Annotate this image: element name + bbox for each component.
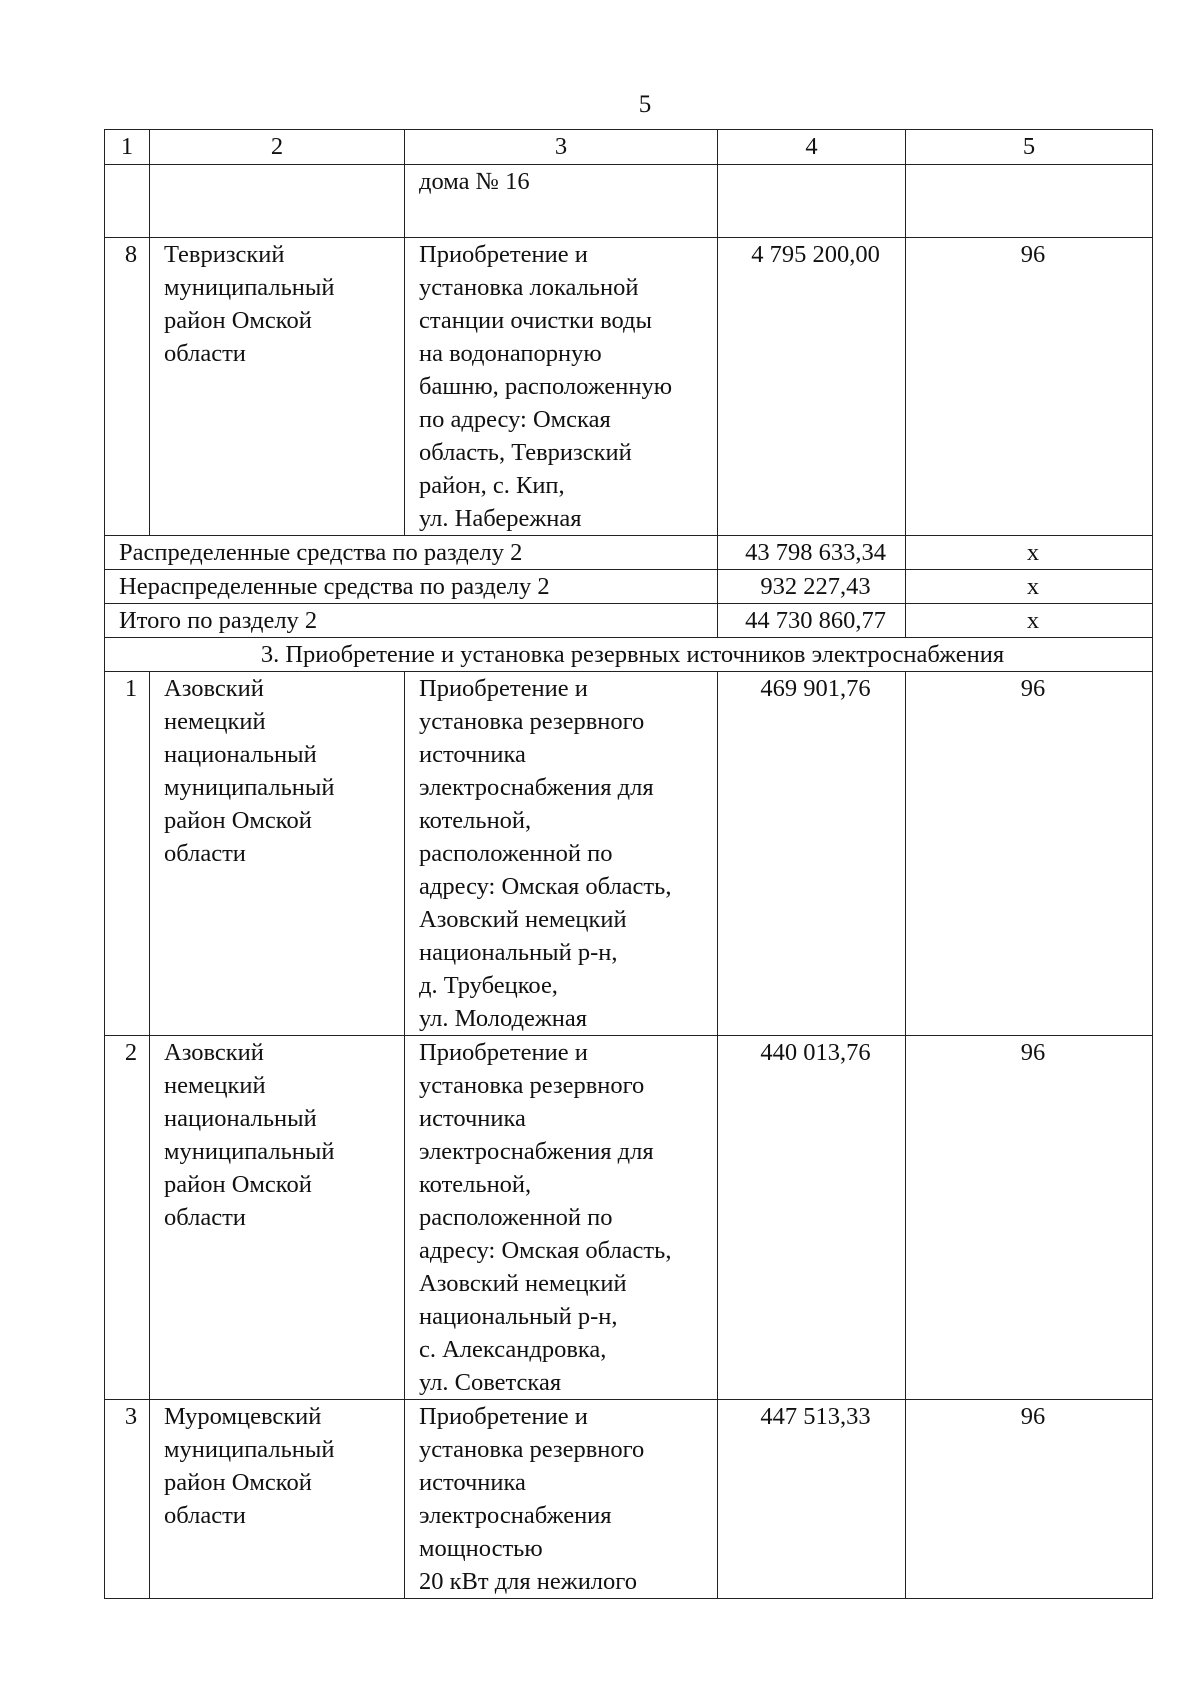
summary-label: Распределенные средства по разделу 2 (105, 536, 718, 570)
column-number-2: 2 (150, 130, 405, 165)
column-number-3: 3 (405, 130, 718, 165)
row-number-cell (105, 165, 150, 238)
district-cell (150, 672, 405, 1036)
percent-cell: 96 (906, 672, 1153, 1036)
percent-cell (906, 165, 1153, 238)
table-header-row (105, 130, 1153, 165)
amount-cell: 447 513,33 (718, 1400, 906, 1599)
description-cell (405, 672, 718, 1036)
district-cell (150, 165, 405, 238)
row-number: 8 (105, 238, 150, 536)
description-cell (405, 1400, 718, 1599)
description-text: дома № 16 (419, 168, 530, 195)
table-row-continuation (105, 165, 1153, 238)
percent-cell: 96 (906, 1036, 1153, 1400)
section-title: 3. Приобретение и установка резервных источников электроснабжения (105, 638, 1153, 672)
summary-mark: х (906, 536, 1153, 570)
summary-row-distributed (105, 536, 1153, 570)
amount-cell: 4 795 200,00 (718, 238, 906, 536)
district-text: Тевризский муниципальный район Омской области (164, 241, 335, 367)
summary-row-total (105, 604, 1153, 638)
row-number: 1 (105, 672, 150, 1036)
summary-row-undistributed (105, 570, 1153, 604)
column-number-4: 4 (718, 130, 906, 165)
table-row (105, 1400, 1153, 1599)
description-text: Приобретение и установка локальной станции очистки воды на водонапорную башню, расположенную по адресу: Омская область, Тевризский район, с. Кип, ул. Набережная (419, 241, 673, 532)
district-text: Муромцевский муниципальный район Омской области (164, 1403, 335, 1529)
amount-cell (718, 165, 906, 238)
district-text: Азовский немецкий национальный муниципальный район Омской области (164, 1039, 335, 1231)
table-row (105, 238, 1153, 536)
amount-cell: 469 901,76 (718, 672, 906, 1036)
description-text: Приобретение и установка резервного источника электроснабжения мощностью 20 кВт для нежилого (419, 1403, 645, 1595)
amount-cell: 440 013,76 (718, 1036, 906, 1400)
district-cell (150, 1400, 405, 1599)
description-cell (405, 165, 718, 238)
summary-label: Итого по разделу 2 (105, 604, 718, 638)
description-cell (405, 1036, 718, 1400)
district-text: Азовский немецкий национальный муниципальный район Омской области (164, 675, 335, 867)
summary-mark: х (906, 570, 1153, 604)
summary-amount: 44 730 860,77 (718, 604, 906, 638)
percent-cell: 96 (906, 1400, 1153, 1599)
description-text: Приобретение и установка резервного источника электроснабжения для котельной, расположенной по адресу: Омская область, Азовский немецкий национальный р-н, д. Трубецкое, ул. Молодежная (419, 675, 672, 1032)
summary-amount: 43 798 633,34 (718, 536, 906, 570)
description-text: Приобретение и установка резервного источника электроснабжения для котельной, расположенной по адресу: Омская область, Азовский немецкий национальный р-н, с. Александровка, ул. Советская (419, 1039, 672, 1396)
table-row (105, 672, 1153, 1036)
table-row (105, 1036, 1153, 1400)
description-cell (405, 238, 718, 536)
section-title-row (105, 638, 1153, 672)
percent-cell: 96 (906, 238, 1153, 536)
page-number: 5 (638, 91, 652, 118)
allocation-table (104, 129, 1153, 1599)
district-cell (150, 1036, 405, 1400)
summary-label: Нераспределенные средства по разделу 2 (105, 570, 718, 604)
column-number-5: 5 (906, 130, 1153, 165)
district-cell (150, 238, 405, 536)
row-number: 3 (105, 1400, 150, 1599)
column-number-1: 1 (105, 130, 150, 165)
row-number: 2 (105, 1036, 150, 1400)
summary-mark: х (906, 604, 1153, 638)
summary-amount: 932 227,43 (718, 570, 906, 604)
